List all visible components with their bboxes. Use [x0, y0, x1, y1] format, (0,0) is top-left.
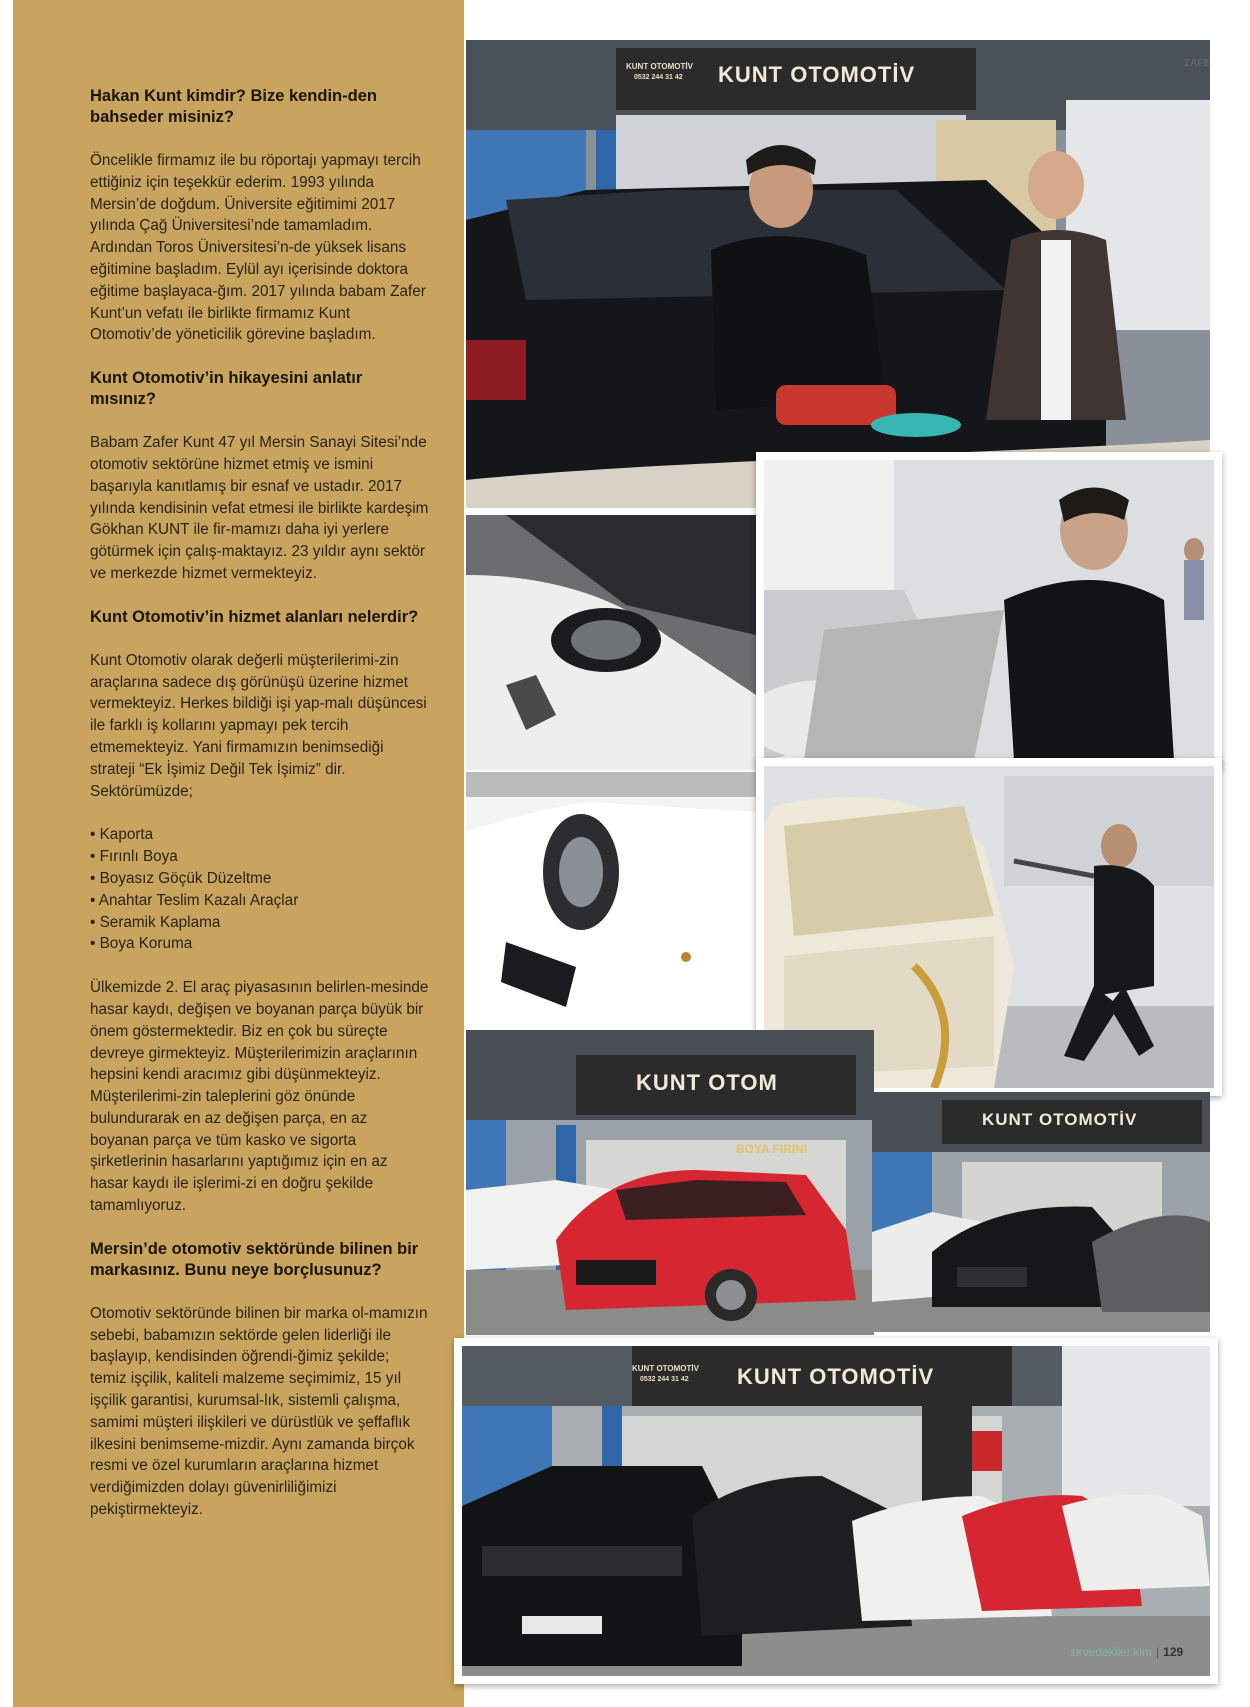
- service-item: • Kaporta: [90, 824, 430, 846]
- question-2: Kunt Otomotiv’in hikayesini anlatır mısınız?: [90, 369, 363, 409]
- services-list: [90, 824, 430, 955]
- question-4: Mersin’de otomotiv sektöründe bilinen bir markasınız. Bunu neye borçlusunuz?: [90, 1239, 419, 1279]
- shop-sign-main: KUNT OTOMOTİV: [737, 1364, 935, 1389]
- oven-sign: BOYA FIRINI: [736, 1142, 808, 1156]
- service-item: • Seramik Kaplama: [90, 912, 430, 934]
- shop-sign-text: KUNT OTOMOTİV: [718, 62, 916, 87]
- photo-polishing: [466, 40, 1210, 508]
- answer-4: Otomotiv sektöründe bilinen bir marka ol-mamızın sebebi, babamızın sektörde gelen liderliği ile başlayıp, kendisinden öğrendi-ğimiz şekilde; temiz işçilik, kaliteli malzeme seçimimiz, 15 yıl işçilik garantisi, kurumsal-lık, sistemli çalışma, samimi müşteri ilişkileri ve dürüstlük ve şeffaflık ilkesini benimseme-mizdir. Aynı zamanda birçok resmi ve özel kurumların araçlarına hizmet verdiğimizden dolayı güvenirliliğimizi pekiştirmekteyiz.: [90, 1304, 428, 1519]
- footer: [1070, 1645, 1183, 1659]
- answer-1: Öncelikle firmamız ile bu röportajı yapmayı tercih ettiğiniz için teşekkür ederim. 1993 yılında Mersin’de doğdum. Üniversite eğitimimi 2017 yılında Çağ Üniversitesi’nde tamamladım. Ardından Toros Üniversitesi’n-de yüksek lisans eğitimine başladım. Eylül ayı içerisinde doktora eğitime başlayaca-ğım. 2017 yılında babam Zafer Kunt’un vefatı ile birlikte firmamız Kunt Otomotiv’de yöneticilik görevine başladım.: [90, 152, 426, 344]
- article-text: [90, 86, 430, 1543]
- photo-red-audi: [466, 1030, 874, 1335]
- photo-porsche-front: [466, 515, 756, 770]
- sign-logo-left: KUNT OTOMOTİV: [626, 62, 693, 71]
- page-number: 129: [1163, 1645, 1184, 1659]
- answer-3b: Ülkemizde 2. El araç piyasasının belirlen-mesinde hasar kaydı, değişen ve boyanan parça büyük bir önem göstermektedir. Biz en çok bu süreçte devreye girmekteyiz. Müşterilerimizin araçlarının hepsini kendi aracımız gibi düşünmekteyiz. Müşterilerimi-zin taleplerini göz önünde bulundurarak en az değişen parça, en az boyanan parça ve tüm kasko ve sigorta şirketlerinin hasarlarını yaptığımız için en az hasar kaydı ile işlerimi-zi en doğru şekilde tamamlıyoruz.: [90, 979, 429, 1215]
- question-1: Hakan Kunt kimdir? Bize kendin-den bahseder misiniz?: [90, 87, 377, 126]
- service-item: • Boya Koruma: [90, 933, 430, 955]
- photo-porsche-headlight: [466, 772, 756, 1024]
- sign-logo: KUNT OTOMOTİV: [632, 1364, 699, 1373]
- question-3: Kunt Otomotiv’in hizmet alanları nelerdir?: [90, 607, 419, 626]
- service-item: • Fırınlı Boya: [90, 846, 430, 868]
- sign-phone-left: 0532 244 31 42: [634, 74, 683, 81]
- shop-sign-right: KUNT OTOMOTİV: [982, 1110, 1138, 1129]
- answer-3: Kunt Otomotiv olarak değerli müşterilerimi-zin araçlarına sadece dış görünüşü üzerine hizmet vermekteyiz. Herkes bildiği işi yap-malı düşüncesi ile farklı iş kollarını yapmayı pek tercih etmemekteyiz. Yani firmamızın benimsediği strateji “Ek İşimiz Değil Tek İşimiz” dir. Sektörümüzde;: [90, 651, 427, 800]
- service-item: • Boyasız Göçük Düzeltme: [90, 868, 430, 890]
- footer-separator: |: [1156, 1645, 1160, 1659]
- service-item: • Anahtar Teslim Kazalı Araçlar: [90, 890, 430, 912]
- photo-bodywork: [756, 452, 1222, 768]
- sign-phone: 0532 244 31 42: [640, 1376, 689, 1383]
- sign-partial-right: ZAFE: [1184, 58, 1210, 69]
- answer-2: Babam Zafer Kunt 47 yıl Mersin Sanayi Sitesi’nde otomotiv sektörüne hizmet etmiş ve ismini başarıyla kanıtlamış bir esnaf ve ustadır. 2017 yılında kendisinin vefat etmesi ile birlikte kardeşim Gökhan KUNT ile fir-mamızı daha iyi yerlere götürmek için çalış-maktayız. 23 yıldır aynı sektör ve merkezde hizmet vermekteyiz.: [90, 434, 429, 582]
- shop-sign-partial: KUNT OTOM: [636, 1070, 778, 1095]
- photo-shop-front: [454, 1338, 1218, 1684]
- footer-site: zirvedekiler.kim: [1070, 1645, 1153, 1659]
- photo-mercedes: [872, 1092, 1210, 1332]
